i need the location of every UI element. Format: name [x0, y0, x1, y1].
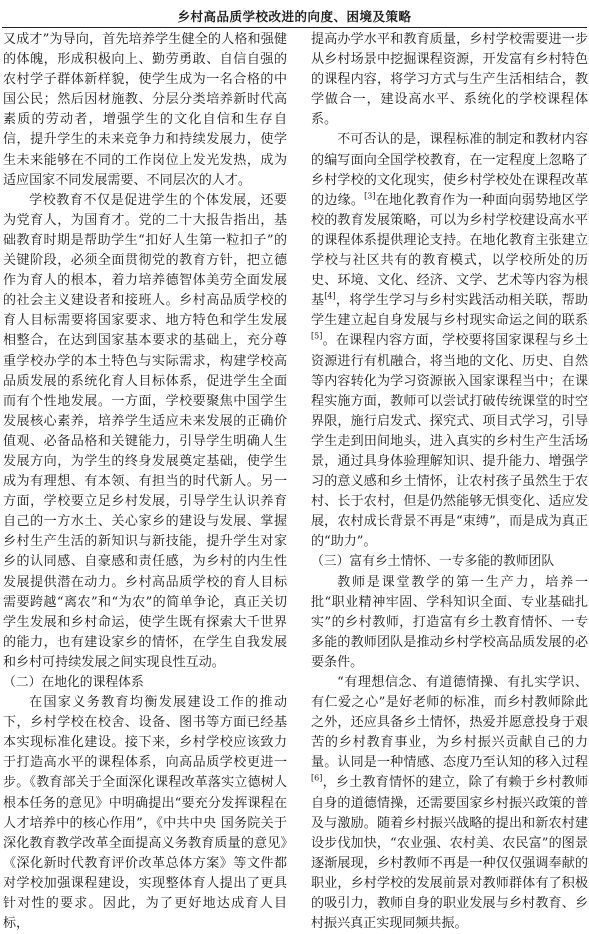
running-header — [0, 0, 589, 27]
paragraph-place-based-education — [311, 130, 588, 552]
text-segment: “有理想信念、有道德情操、有扎实学识、有仁爱之心”是好老师的标准，而乡村教师除此之外，还应具备乡土情怀，热爱并愿意投身于艰苦的乡村教育事业，为乡村振兴贡献自己的力量。认同是一种情感、态度乃至认知的移入过程 — [311, 675, 588, 771]
text-segment: 在地化教育作为一种面向弱势地区学校的教育发展策略，可以为乡村学校建设高水平的课程体系提供理论支持。在地化教育主张建立学校与社区共有的教育模式，以学校所处的历史、环境、文化、经济、文学、艺术等内容为根基 — [311, 192, 588, 309]
paragraph-curriculum: 在国家义务教育均衡发展建设工作的推动下，乡村学校在校舍、设备、图书等方面已经基本实现标准化建设。接下来，乡村学校应该致力于打造高水平的课程体系，向高品质学校更进一步。《教育部关于全面深化课程改革落实立德树人根本任务的意见》中明确提出“要充分发挥课程在人才培养中的核心作用”，《中共中央 国务院关于深化教育教学改革全面提高义务教育质量的意见》《深化新时代教育评价改革总体方案》等文件都对学校加强课程建设，实现整体育人提出了更具针对性的要求。因此，为了更好地达成育人目标， — [3, 695, 287, 932]
text-segment: 不可否认的是，课程标准的制定和教材内容的编写面向全国学校教育，在一定程度上忽略了乡村学校的文化现实，使乡村学校处在课程改革的边缘。 — [311, 132, 588, 208]
right-column — [311, 30, 588, 932]
citation-ref: [3] — [364, 191, 376, 201]
citation-ref: [6] — [311, 774, 323, 784]
left-column — [3, 30, 287, 932]
citation-ref: [4] — [324, 291, 336, 301]
paragraph-teachers: 教师是课堂教学的第一生产力，培养一批“职业精神牢固、学科知识全面、专业基础扎实”的乡村教师，打造富有乡土教育情怀、一专多能的教师团队是推动乡村学校高品质发展的必要条件。 — [311, 574, 588, 670]
text-segment: ，将学生学习与乡村实践活动相关联，帮助学生建立起自身发展与乡村现实命运之间的联系 — [311, 293, 588, 329]
section-heading-teachers: （三）富有乡土情怀、一专多能的教师团队 — [311, 554, 555, 570]
paragraph-rural-sentiment — [311, 673, 588, 934]
page-running-title: 乡村高品质学校改进的向度、困境及策略 — [177, 9, 412, 24]
paragraph-continued: 又成才”为导向，首先培养学生健全的人格和强健的体魄，形成积极向上、勤劳勇敢、自信自强的农村学子群体新样貌，使学生成为一名合格的中国公民；然后因材施教、分层分类培养新时代高素质的劳动者，增强学生的文化自信和生存自信，提升学生的未来竞争力和持续发展力，使学生未来能够在不同的工作岗位上发光发热，成为适应国家不同发展需要、不同层次的人才。 — [3, 32, 287, 188]
header-divider — [2, 27, 587, 28]
text-segment: ，乡土教育情怀的建立，除了有赖于乡村教师自身的道德情操，还需要国家乡村振兴政策的普及与激励。随着乡村振兴战略的提出和新农村建设步伐加快，“农业强、农村美、农民富”的图景逐渐展现，乡村教师不再是一种仅仅强调奉献的职业，乡村学校的发展前景对教师群体有了积极的吸引力，教师自身的职业发展与乡村教育、乡村振兴真正实现同频共振。 — [311, 775, 588, 932]
paragraph-continued-right: 提高办学水平和教育质量，乡村学校需要进一步从乡村场景中挖掘课程资源，开发富有乡村特色的课程内容，将学习方式与生产生活相结合，教学做合一，建设高水平、系统化的学校课程体系。 — [311, 32, 588, 128]
citation-ref: [5] — [311, 332, 323, 342]
paragraph-education-goal: 学校教育不仅是促进学生的个体发展，还要为党育人，为国育才。党的二十大报告指出，基础教育时期是帮助学生“扣好人生第一粒扣子”的关键阶段，必须全面贯彻党的教育方针，把立德作为育人的根本，着力培养德智体美劳全面发展的社会主义建设者和接班人。乡村高品质学校的育人目标需要将国家要求、地方特色和学生发展相整合，在达到国家基本要求的基础上，充分尊重学校办学的本土特色与实际需求，构建学校高品质发展的系统化育人目标体系，促进学生全面而有个性地发展。一方面，学校要聚焦中国学生发展核心素养，培养学生适应未来发展的正确价值观、必备品格和关键能力，引导学生明确人生发展方向，为学生的终身发展奠定基础，使学生成为有理想、有本领、有担当的时代新人。另一方面，学校要立足乡村发展，引导学生认识养育自己的一方水土、关心家乡的建设与发展、掌握乡村生产生活的新知识与新技能，提升学生对家乡的认同感、自豪感和责任感，为乡村的内生性发展提供潜在动力。乡村高品质学校的育人目标需要跨越“离农”和“为农”的简单争论，真正关切学生发展和乡村命运，使学生既有探索大千世界的能力，也有建设家乡的情怀，在学生自我发展和乡村可持续发展之间实现良性互动。 — [3, 192, 287, 670]
text-segment: 。在课程内容方面，学校要将国家课程与乡土资源进行有机融合，将当地的文化、历史、自然等内容转化为学习资源嵌入国家课程当中；在课程实施方面，教师可以尝试打破传统课堂的时空界限，施行启发式、探究式、项目式学习，引导学生走到田间地头，进入真实的乡村生产生活场景，通过具身体验理解知识、提升能力、增强学习的意义感和乡土情怀，让农村孩子虽然生于农村、长于农村，但是仍然能够无惧变化、适应发展，农村成长背景不再是“束缚”，而是成为真正的“助力”。 — [311, 333, 588, 550]
section-heading-curriculum: （二）在地化的课程体系 — [3, 675, 144, 690]
